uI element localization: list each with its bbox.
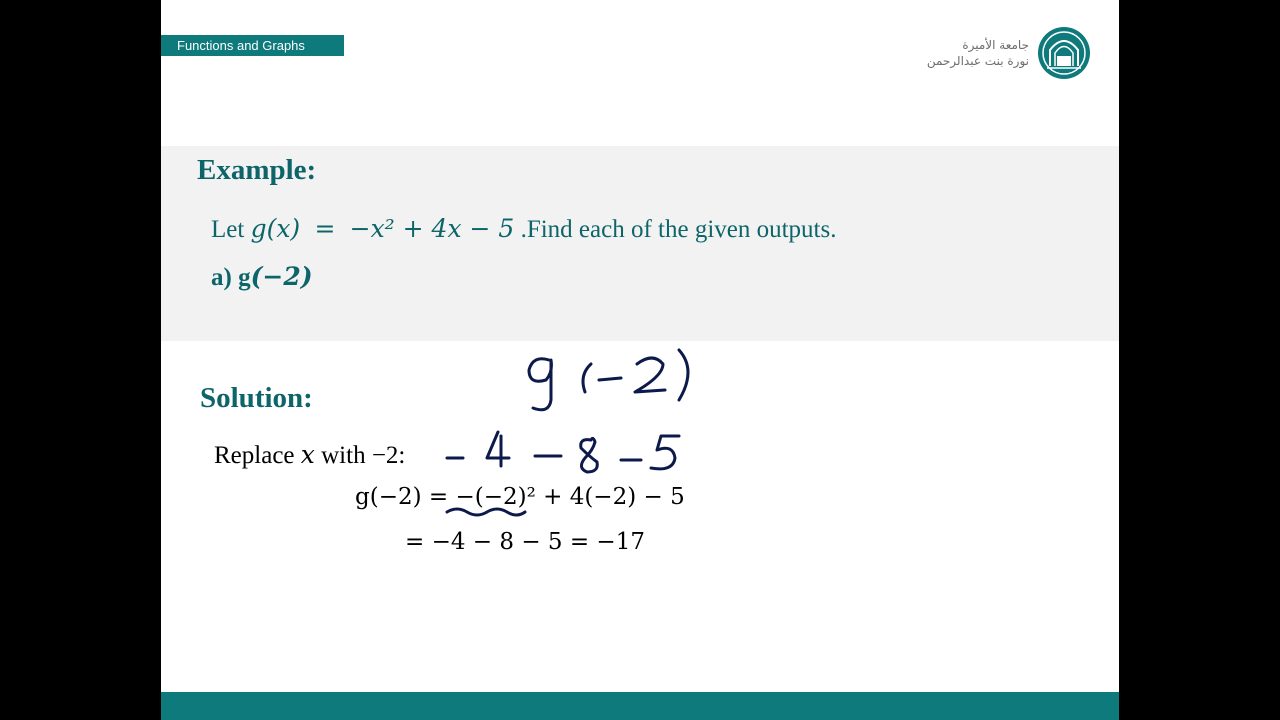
part-a	[211, 262, 313, 292]
university-name	[927, 37, 1029, 69]
ink-close-paren	[679, 350, 688, 400]
ink-two-top	[635, 358, 665, 392]
footer-bar	[161, 692, 1119, 720]
replace-variable: x	[300, 440, 315, 469]
ink-eight	[581, 438, 598, 472]
example-title: Example:	[197, 154, 317, 186]
replace-suffix: with −2:	[314, 442, 406, 469]
problem-function: g(x)	[250, 214, 301, 243]
university-name-line1: جامعة الأميرة	[962, 38, 1029, 52]
example-box	[161, 146, 1119, 341]
solution-step-2: = −4 − 8 − 5 = −17	[405, 529, 645, 555]
handwriting-layer	[161, 0, 1119, 720]
problem-suffix: .Find each of the given outputs.	[520, 216, 837, 243]
university-name-line2: نورة بنت عبدالرحمن	[926, 54, 1029, 68]
solution-step-1: g(−2) = −(−2)² + 4(−2) − 5	[355, 484, 685, 510]
course-tag: Functions and Graphs	[161, 35, 344, 56]
ink-open-paren	[583, 364, 591, 392]
replace-instruction	[214, 440, 405, 470]
part-a-argument: (−2)	[250, 262, 313, 291]
replace-prefix: Replace	[214, 442, 301, 469]
solution-title: Solution:	[200, 382, 313, 414]
part-a-label: a) g	[211, 264, 251, 291]
ink-g-letter	[529, 359, 551, 410]
slide	[161, 0, 1119, 720]
university-logo	[927, 26, 1091, 80]
problem-prefix: Let	[211, 216, 251, 243]
problem-statement	[211, 214, 836, 244]
problem-equals: =	[314, 214, 336, 243]
problem-expression: −x² + 4x − 5	[349, 214, 515, 243]
ink-four	[487, 432, 509, 466]
university-crest-icon	[1037, 26, 1091, 80]
ink-five	[651, 436, 679, 469]
ink-minus-top	[599, 378, 621, 380]
